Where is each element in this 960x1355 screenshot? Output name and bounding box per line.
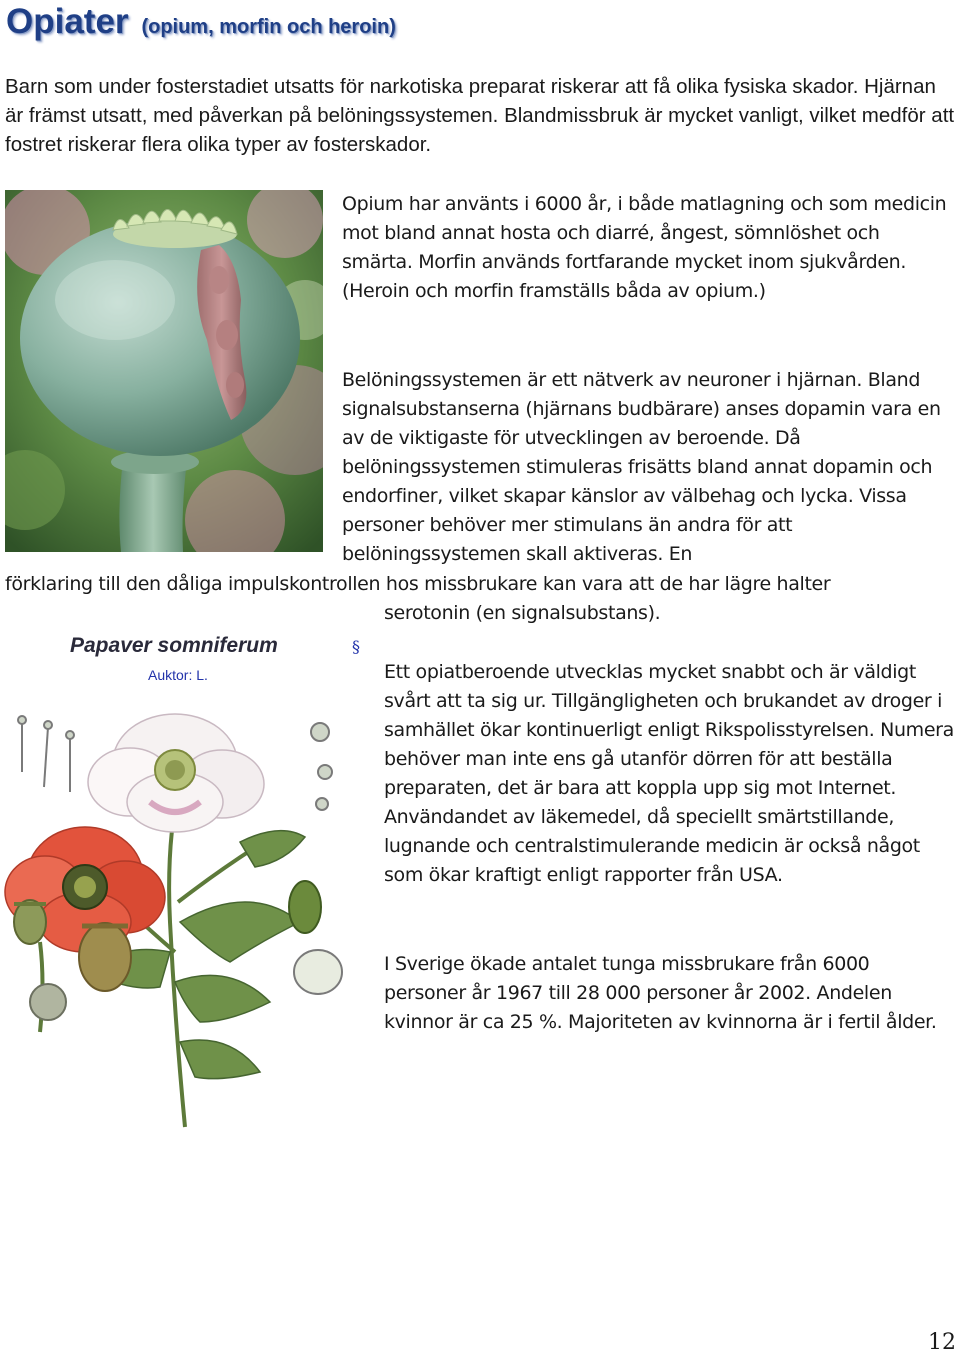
reward-system-paragraph-end: serotonin (en signalsubstans). <box>384 602 661 624</box>
sweden-statistics-paragraph: I Sverige ökade antalet tunga missbrukare från 6000 personer år 1967 till 28 000 personer år 2002. Andelen kvinnor är ca 25 %. Majoriteten av kvinnorna är i fertil ålder. <box>384 953 937 1033</box>
page-title-main: Opiater <box>6 2 129 41</box>
botanical-author: Auktor: L. <box>148 667 208 683</box>
opium-history-paragraph: Opium har använts i 6000 år, i både matlagning och som medicin mot bland annat hosta och diarré, ångest, sömnlöshet och smärta. Morfin används fortfarande mycket inom sjukvården. (Heroin och morfin framställs båda av opium.) <box>342 193 947 302</box>
papaver-botanical-illustration <box>0 622 375 1132</box>
reward-system-paragraph: Belöningssystemen är ett nätverk av neuroner i hjärnan. Bland signalsubstanserna (hjärnans budbärare) anses dopamin vara en av de viktigaste för utvecklingen av beroende. Då belöningssystemen stimuleras frisätts bland annat dopamin och endorfiner, vilket skapar känslor av välbehag och lycka. Vissa personer behöver mer stimulans än andra för att belöningssystemen skall aktiveras. En <box>342 369 941 565</box>
reward-system-paragraph-line: förklaring till den dåliga impulskontrollen hos missbrukare kan vara att de har lägre halter <box>5 573 831 595</box>
page-number: 12 <box>928 1330 956 1355</box>
page-title-subtitle: (opium, morfin och heroin) <box>141 16 396 38</box>
botanical-species-name: Papaver somniferum <box>70 634 278 657</box>
botanical-mark: § <box>352 637 360 656</box>
page-title <box>6 2 396 42</box>
poppy-seed-pod-illustration <box>5 190 323 552</box>
dependence-paragraph: Ett opiatberoende utvecklas mycket snabbt och är väldigt svårt att ta sig ur. Tillgängligheten och brukandet av droger i samhället ökar kontinuerligt enligt Rikspolisstyrelsen. Numera behöver man inte ens gå utanför dörren för att beställa preparaten, det är bara att koppla upp sig mot Internet. Användandet av läkemedel, då speciellt smärtstillande, lugnande och centralstimulerande medicin är också något som ökar kraftigt enligt rapporter från USA. <box>384 661 954 886</box>
intro-paragraph: Barn som under fosterstadiet utsatts för narkotiska preparat riskerar att få olika fysiska skador. Hjärnan är främst utsatt, med påverkan på belöningssystemen. Blandmissbruk är mycket vanligt, vilket medför att fostret riskerar flera olika typer av fosterskador. <box>5 75 955 156</box>
white-poppy-flower <box>88 714 264 832</box>
poppy-seed-pod-photo <box>5 190 323 552</box>
poppy-plant-illustration <box>0 622 375 1132</box>
